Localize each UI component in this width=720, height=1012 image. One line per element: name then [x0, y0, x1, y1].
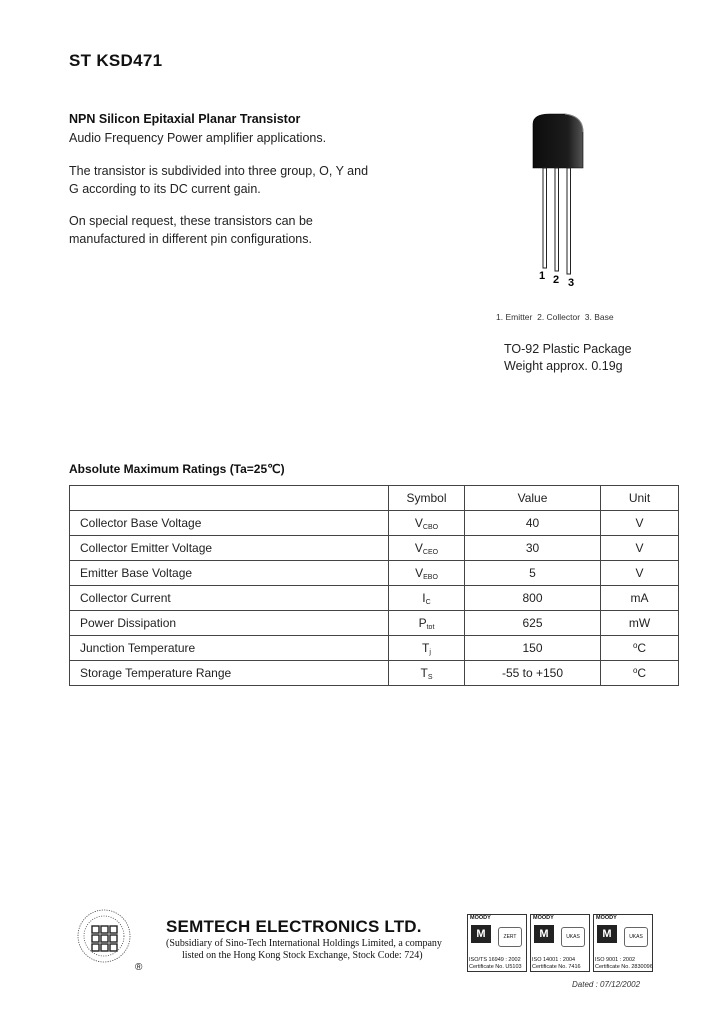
table-row: [70, 511, 679, 536]
package-weight: Weight approx. 0.19g: [504, 359, 623, 373]
header-symbol: Symbol: [389, 486, 465, 511]
cert-badge-iso-ts16949: [467, 914, 527, 972]
moody-m-icon: M: [471, 925, 491, 943]
cert-standard: ISO 14001 : 2004: [532, 957, 576, 963]
unit-cell: [601, 561, 679, 586]
value-cell: 625: [465, 611, 601, 636]
special-request-text: On special request, these transistors can be manufactured in different pin configurations.: [69, 214, 313, 246]
value-cell: 40: [465, 511, 601, 536]
subsidiary-line-2: listed on the Hong Kong Stock Exchange, Stock Code: 724): [182, 950, 423, 961]
symbol-subscript: S: [427, 673, 433, 681]
absolute-max-ratings-table: [69, 485, 679, 686]
package-info: [504, 341, 632, 375]
unit-cell: [601, 661, 679, 686]
table-row: [70, 611, 679, 636]
symbol-subscript: j: [429, 648, 431, 656]
value-cell: 800: [465, 586, 601, 611]
cert-brand: MOODY: [470, 915, 491, 921]
symbol-main: I: [422, 590, 426, 605]
symbol-main: V: [414, 515, 423, 530]
unit-main: V: [635, 516, 644, 530]
header-parameter: [70, 486, 389, 511]
symbol-main: V: [415, 565, 424, 580]
parameter-cell: Junction Temperature: [70, 636, 389, 661]
cert-text: [469, 957, 522, 970]
unit-cell: [601, 511, 679, 536]
parameter-cell: Power Dissipation: [70, 611, 389, 636]
cert-standard: ISO 9001 : 2002: [595, 957, 636, 963]
symbol-cell: [389, 586, 465, 611]
parameter-cell: Storage Temperature Range: [70, 661, 389, 686]
cert-standard: ISO/TS 16949 : 2002: [469, 957, 521, 963]
pin-number-3: 3: [568, 277, 575, 289]
subsidiary-line-1: (Subsidiary of Sino-Tech International Holdings Limited, a company: [166, 938, 442, 949]
value-cell: 30: [465, 536, 601, 561]
parameter-cell: Collector Current: [70, 586, 389, 611]
symbol-main: T: [422, 640, 430, 655]
symbol-main: V: [414, 540, 423, 555]
parameter-cell: Emitter Base Voltage: [70, 561, 389, 586]
registered-mark: ®: [135, 962, 143, 973]
cert-number: Certificate No. U5103: [469, 963, 522, 970]
unit-main: V: [635, 566, 644, 580]
value-cell: 5: [465, 561, 601, 586]
unit-superscript: o: [632, 666, 638, 675]
symbol-cell: [389, 636, 465, 661]
page-title: ST KSD471: [69, 51, 163, 70]
parameter-cell: Collector Base Voltage: [70, 511, 389, 536]
cert-number: Certificate No. 2830096: [595, 963, 653, 970]
pin-legend: 1. Emitter 2. Collector 3. Base: [496, 312, 614, 322]
cert-brand: MOODY: [533, 915, 554, 921]
cert-badge-iso-9001: [593, 914, 653, 972]
dated-text: Dated : 07/12/2002: [572, 980, 641, 989]
pin-number-2: 2: [553, 274, 560, 286]
unit-main: V: [635, 541, 644, 555]
header-value: Value: [465, 486, 601, 511]
symbol-subscript: CBO: [422, 523, 439, 531]
symbol-cell: [389, 536, 465, 561]
table-row: [70, 636, 679, 661]
unit-main: mA: [630, 591, 649, 605]
header-unit: Unit: [601, 486, 679, 511]
moody-m-icon: M: [597, 925, 617, 943]
table-row: [70, 586, 679, 611]
grouping-text: The transistor is subdivided into three group, O, Y and G according to its DC current gain.: [69, 164, 369, 196]
cert-badge-iso-14001: [530, 914, 590, 972]
cert-text: [532, 957, 581, 970]
table-row: [70, 661, 679, 686]
company-name: SEMTECH ELECTRONICS LTD.: [166, 917, 422, 936]
product-subheading: NPN Silicon Epitaxial Planar Transistor: [69, 112, 301, 126]
ratings-title: Absolute Maximum Ratings (Ta=25℃): [69, 462, 285, 476]
symbol-main: P: [418, 615, 427, 630]
unit-main: mW: [628, 616, 651, 630]
unit-superscript: o: [632, 641, 638, 650]
unit-cell: [601, 636, 679, 661]
table-header-row: [70, 486, 679, 511]
cert-seal-icon: ZERT: [498, 927, 522, 947]
cert-text: [595, 957, 653, 970]
package-name: TO-92 Plastic Package: [504, 342, 632, 356]
symbol-subscript: C: [425, 598, 431, 606]
unit-cell: [601, 586, 679, 611]
parameter-cell: Collector Emitter Voltage: [70, 536, 389, 561]
symbol-cell: [389, 611, 465, 636]
symbol-subscript: CEO: [422, 548, 439, 556]
cert-number: Certificate No. 7416: [532, 963, 581, 970]
unit-cell: [601, 611, 679, 636]
table-row: [70, 536, 679, 561]
symbol-main: T: [420, 665, 428, 680]
symbol-cell: [389, 561, 465, 586]
pin-number-1: 1: [539, 270, 546, 282]
semtech-logo-icon: [76, 908, 132, 964]
moody-m-icon: M: [534, 925, 554, 943]
unit-main: C: [637, 666, 647, 680]
cert-seal-icon: UKAS: [561, 927, 585, 947]
symbol-subscript: tot: [426, 623, 435, 631]
table-row: [70, 561, 679, 586]
value-cell: 150: [465, 636, 601, 661]
unit-cell: [601, 536, 679, 561]
cert-seal-icon: UKAS: [624, 927, 648, 947]
symbol-cell: [389, 511, 465, 536]
to92-package-drawing: [525, 110, 595, 295]
cert-brand: MOODY: [596, 915, 617, 921]
unit-main: C: [637, 641, 647, 655]
value-cell: -55 to +150: [465, 661, 601, 686]
symbol-subscript: EBO: [423, 573, 438, 581]
application-text: Audio Frequency Power amplifier applications.: [69, 131, 327, 145]
symbol-cell: [389, 661, 465, 686]
